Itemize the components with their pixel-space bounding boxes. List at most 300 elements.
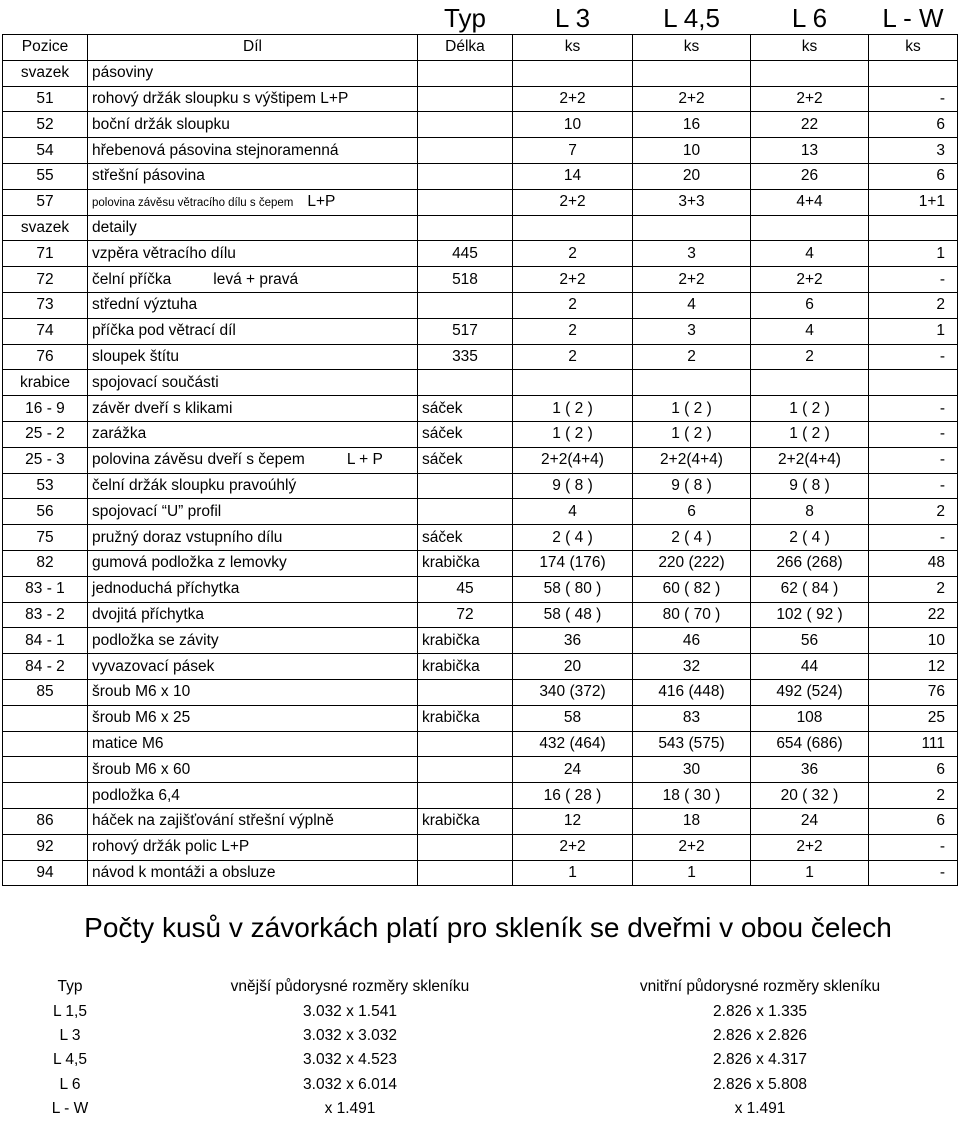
- dimensions-row: [0, 1097, 960, 1121]
- qty-l6-cell: 4: [751, 318, 869, 344]
- part-name-cell: [88, 163, 418, 189]
- qty-lw-cell: 2: [869, 576, 958, 602]
- col-unit: ks: [513, 35, 633, 61]
- position-cell: 52: [3, 112, 88, 138]
- length-cell: krabička: [418, 808, 513, 834]
- part-name: čelní držák sloupku pravoúhlý: [92, 476, 297, 494]
- position-cell: 92: [3, 834, 88, 860]
- col-unit: ks: [633, 35, 751, 61]
- position-cell: 56: [3, 499, 88, 525]
- qty-l3-cell: 58 ( 48 ): [513, 602, 633, 628]
- position-cell: 85: [3, 679, 88, 705]
- qty-l45-cell: 30: [633, 757, 751, 783]
- part-name-cell: [88, 705, 418, 731]
- dims-outer: 3.032 x 6.014: [303, 1075, 397, 1093]
- qty-l45-cell: 4: [633, 292, 751, 318]
- qty-l45-cell: 2+2: [633, 267, 751, 293]
- part-name-cell: [88, 860, 418, 886]
- length-cell: [418, 679, 513, 705]
- part-name: jednoduchá příchytka: [92, 580, 240, 598]
- length-cell: [418, 292, 513, 318]
- length-cell: [418, 370, 513, 396]
- qty-l6-cell: 2+2: [751, 834, 869, 860]
- part-name: závěr dveří s klikami: [92, 399, 233, 417]
- qty-lw-cell: 25: [869, 705, 958, 731]
- part-name: podložka se závity: [92, 631, 219, 649]
- qty-l45-cell: 3: [633, 241, 751, 267]
- qty-l3-cell: 58 ( 80 ): [513, 576, 633, 602]
- dims-outer: 3.032 x 3.032: [303, 1026, 397, 1044]
- part-name: šroub M6 x 60: [92, 760, 191, 778]
- length-cell: [418, 860, 513, 886]
- qty-l45-cell: 2+2: [633, 834, 751, 860]
- part-row: [3, 757, 958, 783]
- qty-l45-cell: 16: [633, 112, 751, 138]
- part-name-cell: [88, 499, 418, 525]
- qty-l6-cell: 2: [751, 344, 869, 370]
- qty-lw-cell: 2: [869, 783, 958, 809]
- part-row: [3, 654, 958, 680]
- part-name-cell: [88, 318, 418, 344]
- part-name-cell: [88, 241, 418, 267]
- part-name: boční držák sloupku: [92, 115, 230, 133]
- dims-type: L 4,5: [53, 1051, 87, 1069]
- qty-lw-cell: -: [869, 267, 958, 293]
- dimensions-row: [0, 1024, 960, 1048]
- qty-lw-cell: 1: [869, 318, 958, 344]
- qty-lw-cell: [869, 60, 958, 86]
- dims-header-outer: vnější půdorysné rozměry skleníku: [230, 978, 470, 996]
- parts-table: [2, 2, 958, 886]
- length-cell: 72: [418, 602, 513, 628]
- qty-lw-cell: 6: [869, 757, 958, 783]
- position-cell: 71: [3, 241, 88, 267]
- qty-lw-cell: [869, 215, 958, 241]
- col-dil: Díl: [88, 35, 418, 61]
- qty-l3-cell: 16 ( 28 ): [513, 783, 633, 809]
- qty-l3-cell: 1 ( 2 ): [513, 396, 633, 422]
- qty-l45-cell: 9 ( 8 ): [633, 473, 751, 499]
- dims-inner: 2.826 x 4.317: [713, 1051, 807, 1069]
- qty-lw-cell: [869, 370, 958, 396]
- part-row: [3, 421, 958, 447]
- group-row: [3, 60, 958, 86]
- part-row: [3, 628, 958, 654]
- part-name: šroub M6 x 10: [92, 683, 191, 701]
- qty-lw-cell: -: [869, 86, 958, 112]
- qty-l3-cell: 58: [513, 705, 633, 731]
- qty-l3-cell: 2: [513, 292, 633, 318]
- part-name-cell: [88, 654, 418, 680]
- part-name-cell: [88, 602, 418, 628]
- qty-l45-cell: 83: [633, 705, 751, 731]
- qty-lw-cell: 1: [869, 241, 958, 267]
- qty-l45-cell: 416 (448): [633, 679, 751, 705]
- dimensions-row: [0, 999, 960, 1023]
- qty-l45-cell: 80 ( 70 ): [633, 602, 751, 628]
- length-cell: [418, 834, 513, 860]
- part-name: příčka pod větrací díl: [92, 322, 236, 340]
- part-name-cell: [88, 628, 418, 654]
- qty-lw-cell: -: [869, 473, 958, 499]
- position-cell: [3, 783, 88, 809]
- part-name: vzpěra větracího dílu: [92, 244, 236, 262]
- qty-l6-cell: 36: [751, 757, 869, 783]
- part-row: [3, 550, 958, 576]
- part-name-cell: [88, 421, 418, 447]
- qty-l3-cell: 2+2: [513, 267, 633, 293]
- part-name: návod k montáži a obsluze: [92, 863, 276, 881]
- qty-l6-cell: 9 ( 8 ): [751, 473, 869, 499]
- part-row: [3, 860, 958, 886]
- qty-lw-cell: 6: [869, 808, 958, 834]
- part-name: polovina závěsu větracího dílu s čepem: [92, 197, 294, 210]
- qty-l6-cell: 44: [751, 654, 869, 680]
- length-cell: sáček: [418, 396, 513, 422]
- position-cell: 94: [3, 860, 88, 886]
- part-name-cell: [88, 731, 418, 757]
- part-name: dvojitá příchytka: [92, 605, 204, 623]
- length-cell: [418, 60, 513, 86]
- qty-l45-cell: 2+2(4+4): [633, 447, 751, 473]
- part-name: detaily: [92, 218, 137, 236]
- type-lw: L - W: [869, 2, 958, 35]
- part-name-cell: [88, 396, 418, 422]
- part-name-cell: [88, 757, 418, 783]
- part-row: [3, 396, 958, 422]
- part-name: pásoviny: [92, 64, 154, 82]
- part-name-cell: [88, 783, 418, 809]
- qty-l6-cell: 1 ( 2 ): [751, 421, 869, 447]
- qty-l3-cell: 2+2: [513, 834, 633, 860]
- length-cell: 518: [418, 267, 513, 293]
- qty-l6-cell: 20 ( 32 ): [751, 783, 869, 809]
- qty-l6-cell: 2 ( 4 ): [751, 525, 869, 551]
- length-cell: krabička: [418, 628, 513, 654]
- qty-l45-cell: 2+2: [633, 86, 751, 112]
- type-l3: L 3: [513, 2, 633, 35]
- qty-l3-cell: 2+2(4+4): [513, 447, 633, 473]
- length-cell: [418, 189, 513, 215]
- qty-l45-cell: 2: [633, 344, 751, 370]
- length-cell: 445: [418, 241, 513, 267]
- part-name-cell: [88, 215, 418, 241]
- part-name-cell: [88, 344, 418, 370]
- group-row: [3, 370, 958, 396]
- qty-l3-cell: 1 ( 2 ): [513, 421, 633, 447]
- qty-l3-cell: 9 ( 8 ): [513, 473, 633, 499]
- position-cell: [3, 757, 88, 783]
- part-name: matice M6: [92, 734, 164, 752]
- position-cell: [3, 731, 88, 757]
- part-row: [3, 783, 958, 809]
- dims-type: L 1,5: [53, 1002, 87, 1020]
- part-name: hřebenová pásovina stejnoramenná: [92, 141, 339, 159]
- part-name: spojovací “U” profil: [92, 502, 222, 520]
- length-cell: [418, 731, 513, 757]
- dimensions-row: [0, 1048, 960, 1072]
- qty-l45-cell: [633, 370, 751, 396]
- part-row: [3, 473, 958, 499]
- length-cell: [418, 138, 513, 164]
- part-row: [3, 602, 958, 628]
- part-row: [3, 189, 958, 215]
- part-row: [3, 241, 958, 267]
- dims-inner: 2.826 x 1.335: [713, 1002, 807, 1020]
- qty-l45-cell: 6: [633, 499, 751, 525]
- dims-inner: 2.826 x 5.808: [713, 1075, 807, 1093]
- part-row: [3, 138, 958, 164]
- length-cell: [418, 163, 513, 189]
- qty-l6-cell: 6: [751, 292, 869, 318]
- typ-label: Typ: [418, 2, 513, 35]
- qty-l6-cell: 13: [751, 138, 869, 164]
- position-cell: 55: [3, 163, 88, 189]
- length-cell: [418, 112, 513, 138]
- qty-l3-cell: 340 (372): [513, 679, 633, 705]
- part-row: [3, 576, 958, 602]
- qty-lw-cell: -: [869, 834, 958, 860]
- qty-l6-cell: 492 (524): [751, 679, 869, 705]
- length-cell: [418, 86, 513, 112]
- qty-l6-cell: 4: [751, 241, 869, 267]
- qty-lw-cell: 6: [869, 112, 958, 138]
- qty-lw-cell: 22: [869, 602, 958, 628]
- qty-l45-cell: 543 (575): [633, 731, 751, 757]
- qty-l6-cell: 22: [751, 112, 869, 138]
- length-cell: [418, 473, 513, 499]
- qty-l6-cell: 24: [751, 808, 869, 834]
- dimensions-header-row: [0, 975, 960, 999]
- qty-l3-cell: 2: [513, 241, 633, 267]
- qty-l45-cell: 18 ( 30 ): [633, 783, 751, 809]
- qty-l45-cell: 2 ( 4 ): [633, 525, 751, 551]
- part-row: [3, 163, 958, 189]
- qty-l6-cell: [751, 370, 869, 396]
- qty-l45-cell: 60 ( 82 ): [633, 576, 751, 602]
- qty-l6-cell: 654 (686): [751, 731, 869, 757]
- position-cell: 73: [3, 292, 88, 318]
- part-row: [3, 834, 958, 860]
- position-cell: 75: [3, 525, 88, 551]
- dims-outer: 3.032 x 4.523: [303, 1051, 397, 1069]
- qty-l3-cell: 2: [513, 344, 633, 370]
- part-row: [3, 447, 958, 473]
- qty-l6-cell: 26: [751, 163, 869, 189]
- position-cell: svazek: [3, 215, 88, 241]
- part-row: [3, 86, 958, 112]
- part-row: [3, 292, 958, 318]
- part-name: sloupek štítu: [92, 347, 180, 365]
- part-name-cell: [88, 447, 418, 473]
- part-name-cell: [88, 86, 418, 112]
- part-name-cell: [88, 473, 418, 499]
- qty-l3-cell: 174 (176): [513, 550, 633, 576]
- part-name: zarážka: [92, 425, 147, 443]
- qty-lw-cell: -: [869, 421, 958, 447]
- part-row: [3, 344, 958, 370]
- position-cell: 74: [3, 318, 88, 344]
- qty-l45-cell: 20: [633, 163, 751, 189]
- length-cell: 45: [418, 576, 513, 602]
- part-row: [3, 808, 958, 834]
- qty-lw-cell: -: [869, 447, 958, 473]
- qty-l3-cell: 432 (464): [513, 731, 633, 757]
- qty-l45-cell: [633, 60, 751, 86]
- qty-l3-cell: 2+2: [513, 86, 633, 112]
- position-cell: 86: [3, 808, 88, 834]
- qty-l3-cell: 2+2: [513, 189, 633, 215]
- col-delka: Délka: [418, 35, 513, 61]
- part-row: [3, 112, 958, 138]
- part-name-cell: [88, 112, 418, 138]
- col-unit: ks: [869, 35, 958, 61]
- qty-l3-cell: 14: [513, 163, 633, 189]
- part-name: vyvazovací pásek: [92, 657, 215, 675]
- position-cell: 84 - 2: [3, 654, 88, 680]
- part-name: polovina závěsu dveří s čepem: [92, 451, 305, 469]
- qty-l45-cell: 18: [633, 808, 751, 834]
- length-cell: sáček: [418, 525, 513, 551]
- qty-lw-cell: 111: [869, 731, 958, 757]
- qty-lw-cell: -: [869, 344, 958, 370]
- qty-l3-cell: 12: [513, 808, 633, 834]
- part-name-cell: [88, 550, 418, 576]
- qty-l6-cell: 2+2(4+4): [751, 447, 869, 473]
- qty-lw-cell: 6: [869, 163, 958, 189]
- part-name: podložka 6,4: [92, 786, 180, 804]
- qty-l6-cell: [751, 60, 869, 86]
- position-cell: 25 - 3: [3, 447, 88, 473]
- part-name-cell: [88, 189, 418, 215]
- qty-l3-cell: 2: [513, 318, 633, 344]
- part-name: čelní příčka: [92, 270, 172, 288]
- length-cell: krabička: [418, 654, 513, 680]
- part-name: střešní pásovina: [92, 167, 205, 185]
- length-cell: [418, 757, 513, 783]
- qty-lw-cell: 10: [869, 628, 958, 654]
- qty-l6-cell: 102 ( 92 ): [751, 602, 869, 628]
- position-cell: 83 - 1: [3, 576, 88, 602]
- part-row: [3, 267, 958, 293]
- qty-lw-cell: -: [869, 525, 958, 551]
- length-cell: [418, 499, 513, 525]
- qty-l6-cell: 56: [751, 628, 869, 654]
- qty-l45-cell: 32: [633, 654, 751, 680]
- qty-l45-cell: 3+3: [633, 189, 751, 215]
- qty-l3-cell: 4: [513, 499, 633, 525]
- part-side: L+P: [307, 193, 336, 211]
- dims-header-inner: vnitřní půdorysné rozměry skleníku: [639, 978, 881, 996]
- position-cell: 54: [3, 138, 88, 164]
- part-row: [3, 318, 958, 344]
- length-cell: 517: [418, 318, 513, 344]
- dims-outer: 3.032 x 1.541: [303, 1002, 397, 1020]
- qty-l3-cell: 7: [513, 138, 633, 164]
- position-cell: 51: [3, 86, 88, 112]
- dimensions-table-body: [0, 975, 960, 1121]
- part-name-cell: [88, 138, 418, 164]
- qty-l6-cell: 2+2: [751, 267, 869, 293]
- length-cell: 335: [418, 344, 513, 370]
- type-l6: L 6: [751, 2, 869, 35]
- qty-l3-cell: 20: [513, 654, 633, 680]
- qty-lw-cell: 3: [869, 138, 958, 164]
- part-name-cell: [88, 525, 418, 551]
- qty-l45-cell: 220 (222): [633, 550, 751, 576]
- col-pozice: Pozice: [3, 35, 88, 61]
- length-cell: sáček: [418, 447, 513, 473]
- part-name: háček na zajišťování střešní výplně: [92, 812, 334, 830]
- part-side: levá + pravá: [213, 270, 299, 288]
- qty-l45-cell: 1: [633, 860, 751, 886]
- position-cell: krabice: [3, 370, 88, 396]
- qty-lw-cell: 48: [869, 550, 958, 576]
- length-cell: [418, 783, 513, 809]
- col-unit: ks: [751, 35, 869, 61]
- dimensions-row: [0, 1073, 960, 1097]
- position-cell: 76: [3, 344, 88, 370]
- type-l45: L 4,5: [633, 2, 751, 35]
- qty-l45-cell: 3: [633, 318, 751, 344]
- qty-lw-cell: 2: [869, 499, 958, 525]
- qty-l3-cell: 24: [513, 757, 633, 783]
- length-cell: krabička: [418, 705, 513, 731]
- part-name-cell: [88, 60, 418, 86]
- part-name-cell: [88, 370, 418, 396]
- part-name-cell: [88, 834, 418, 860]
- part-row: [3, 525, 958, 551]
- dims-type: L 6: [59, 1075, 81, 1093]
- part-row: [3, 731, 958, 757]
- position-cell: 16 - 9: [3, 396, 88, 422]
- dims-header-typ: Typ: [57, 978, 83, 996]
- qty-l3-cell: 10: [513, 112, 633, 138]
- part-name-cell: [88, 808, 418, 834]
- qty-l45-cell: 46: [633, 628, 751, 654]
- bracket-note: Počty kusů v závorkách platí pro skleník se dveřmi v obou čelech: [84, 912, 892, 943]
- position-cell: 83 - 2: [3, 602, 88, 628]
- position-cell: 82: [3, 550, 88, 576]
- part-name-cell: [88, 576, 418, 602]
- dims-type: L 3: [59, 1026, 81, 1044]
- position-cell: 72: [3, 267, 88, 293]
- qty-l6-cell: 1: [751, 860, 869, 886]
- position-cell: 57: [3, 189, 88, 215]
- qty-l45-cell: 1 ( 2 ): [633, 421, 751, 447]
- position-cell: 53: [3, 473, 88, 499]
- length-cell: sáček: [418, 421, 513, 447]
- length-cell: krabička: [418, 550, 513, 576]
- qty-l6-cell: 108: [751, 705, 869, 731]
- position-cell: 25 - 2: [3, 421, 88, 447]
- qty-l6-cell: 8: [751, 499, 869, 525]
- part-name-cell: [88, 292, 418, 318]
- qty-l3-cell: 36: [513, 628, 633, 654]
- part-row: [3, 705, 958, 731]
- qty-l45-cell: [633, 215, 751, 241]
- position-cell: [3, 705, 88, 731]
- length-cell: [418, 215, 513, 241]
- qty-lw-cell: -: [869, 396, 958, 422]
- part-name: pružný doraz vstupního dílu: [92, 528, 283, 546]
- header-spacer: [88, 2, 418, 35]
- qty-lw-cell: -: [869, 860, 958, 886]
- part-name: šroub M6 x 25: [92, 709, 191, 727]
- group-row: [3, 215, 958, 241]
- part-row: [3, 679, 958, 705]
- part-name: střední výztuha: [92, 296, 198, 314]
